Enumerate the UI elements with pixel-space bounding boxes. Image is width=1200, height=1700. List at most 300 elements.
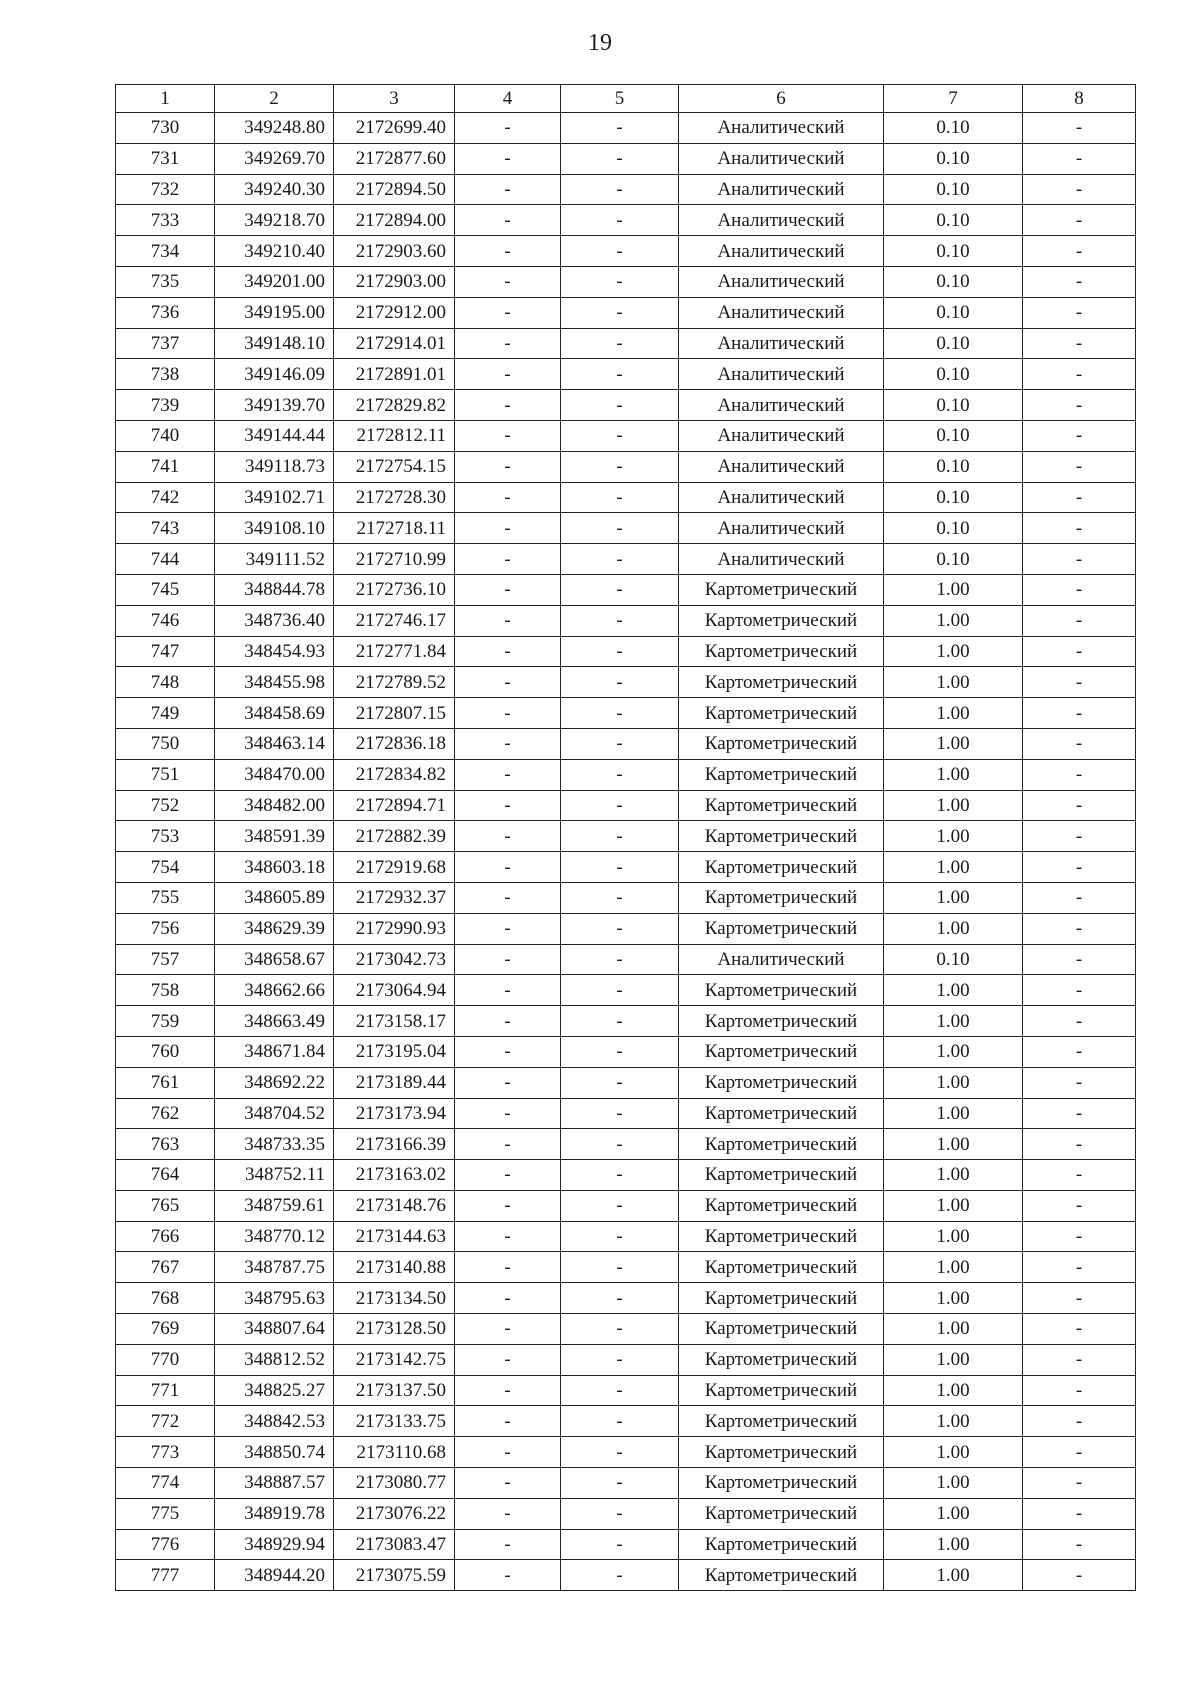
x-coordinate-cell: 349195.00 bbox=[215, 297, 334, 328]
x-coordinate-cell: 349146.09 bbox=[215, 359, 334, 390]
accuracy-cell: 1.00 bbox=[884, 1468, 1023, 1499]
accuracy-cell: 1.00 bbox=[884, 1283, 1023, 1314]
point-number-cell: 767 bbox=[116, 1252, 215, 1283]
col5-cell: - bbox=[561, 698, 679, 729]
accuracy-cell: 0.10 bbox=[884, 143, 1023, 174]
point-number-cell: 774 bbox=[116, 1468, 215, 1499]
table-row bbox=[116, 913, 1136, 944]
y-coordinate-cell: 2173142.75 bbox=[334, 1344, 455, 1375]
col4-cell: - bbox=[455, 143, 561, 174]
y-coordinate-cell: 2172891.01 bbox=[334, 359, 455, 390]
accuracy-cell: 0.10 bbox=[884, 297, 1023, 328]
y-coordinate-cell: 2172829.82 bbox=[334, 390, 455, 421]
accuracy-cell: 0.10 bbox=[884, 236, 1023, 267]
col8-cell: - bbox=[1023, 1160, 1136, 1191]
accuracy-cell: 1.00 bbox=[884, 1160, 1023, 1191]
col4-cell: - bbox=[455, 1437, 561, 1468]
accuracy-cell: 0.10 bbox=[884, 451, 1023, 482]
col5-cell: - bbox=[561, 821, 679, 852]
method-cell: Аналитический bbox=[679, 944, 884, 975]
table-row bbox=[116, 1314, 1136, 1345]
col5-cell: - bbox=[561, 1221, 679, 1252]
col4-cell: - bbox=[455, 1190, 561, 1221]
y-coordinate-cell: 2173128.50 bbox=[334, 1314, 455, 1345]
col4-cell: - bbox=[455, 882, 561, 913]
table-row bbox=[116, 821, 1136, 852]
y-coordinate-cell: 2172836.18 bbox=[334, 728, 455, 759]
table-row bbox=[116, 544, 1136, 575]
x-coordinate-cell: 348807.64 bbox=[215, 1314, 334, 1345]
y-coordinate-cell: 2173134.50 bbox=[334, 1283, 455, 1314]
point-number-cell: 749 bbox=[116, 698, 215, 729]
x-coordinate-cell: 348770.12 bbox=[215, 1221, 334, 1252]
point-number-cell: 759 bbox=[116, 1006, 215, 1037]
col5-cell: - bbox=[561, 1344, 679, 1375]
table-row bbox=[116, 698, 1136, 729]
y-coordinate-cell: 2173083.47 bbox=[334, 1529, 455, 1560]
col5-cell: - bbox=[561, 1314, 679, 1345]
table-body bbox=[116, 113, 1136, 1591]
point-number-cell: 736 bbox=[116, 297, 215, 328]
point-number-cell: 764 bbox=[116, 1160, 215, 1191]
y-coordinate-cell: 2173076.22 bbox=[334, 1498, 455, 1529]
col4-cell: - bbox=[455, 1468, 561, 1499]
col4-cell: - bbox=[455, 975, 561, 1006]
col5-cell: - bbox=[561, 667, 679, 698]
col5-cell: - bbox=[561, 1252, 679, 1283]
table-row bbox=[116, 359, 1136, 390]
col4-cell: - bbox=[455, 390, 561, 421]
table-row bbox=[116, 1498, 1136, 1529]
y-coordinate-cell: 2172754.15 bbox=[334, 451, 455, 482]
method-cell: Картометрический bbox=[679, 1498, 884, 1529]
table-row bbox=[116, 1006, 1136, 1037]
accuracy-cell: 0.10 bbox=[884, 174, 1023, 205]
table-row bbox=[116, 667, 1136, 698]
col4-cell: - bbox=[455, 636, 561, 667]
method-cell: Аналитический bbox=[679, 420, 884, 451]
method-cell: Аналитический bbox=[679, 174, 884, 205]
col8-cell: - bbox=[1023, 1036, 1136, 1067]
method-cell: Аналитический bbox=[679, 266, 884, 297]
method-cell: Картометрический bbox=[679, 1314, 884, 1345]
table-row bbox=[116, 1252, 1136, 1283]
y-coordinate-cell: 2172807.15 bbox=[334, 698, 455, 729]
y-coordinate-cell: 2172728.30 bbox=[334, 482, 455, 513]
col5-cell: - bbox=[561, 513, 679, 544]
y-coordinate-cell: 2172914.01 bbox=[334, 328, 455, 359]
col8-cell: - bbox=[1023, 1129, 1136, 1160]
accuracy-cell: 0.10 bbox=[884, 390, 1023, 421]
x-coordinate-cell: 348663.49 bbox=[215, 1006, 334, 1037]
col8-cell: - bbox=[1023, 359, 1136, 390]
y-coordinate-cell: 2172771.84 bbox=[334, 636, 455, 667]
col5-cell: - bbox=[561, 759, 679, 790]
table-row bbox=[116, 852, 1136, 883]
x-coordinate-cell: 348929.94 bbox=[215, 1529, 334, 1560]
y-coordinate-cell: 2172919.68 bbox=[334, 852, 455, 883]
table-row bbox=[116, 1160, 1136, 1191]
column-header: 4 bbox=[455, 85, 561, 113]
column-header: 1 bbox=[116, 85, 215, 113]
method-cell: Картометрический bbox=[679, 1252, 884, 1283]
y-coordinate-cell: 2172789.52 bbox=[334, 667, 455, 698]
col8-cell: - bbox=[1023, 698, 1136, 729]
col5-cell: - bbox=[561, 297, 679, 328]
col5-cell: - bbox=[561, 882, 679, 913]
accuracy-cell: 0.10 bbox=[884, 113, 1023, 144]
col4-cell: - bbox=[455, 1160, 561, 1191]
accuracy-cell: 1.00 bbox=[884, 1190, 1023, 1221]
accuracy-cell: 0.10 bbox=[884, 328, 1023, 359]
y-coordinate-cell: 2172710.99 bbox=[334, 544, 455, 575]
point-number-cell: 739 bbox=[116, 390, 215, 421]
method-cell: Картометрический bbox=[679, 975, 884, 1006]
method-cell: Картометрический bbox=[679, 1036, 884, 1067]
method-cell: Картометрический bbox=[679, 1221, 884, 1252]
y-coordinate-cell: 2173137.50 bbox=[334, 1375, 455, 1406]
y-coordinate-cell: 2173144.63 bbox=[334, 1221, 455, 1252]
col5-cell: - bbox=[561, 113, 679, 144]
table-row bbox=[116, 420, 1136, 451]
accuracy-cell: 1.00 bbox=[884, 913, 1023, 944]
table-row bbox=[116, 1036, 1136, 1067]
col8-cell: - bbox=[1023, 975, 1136, 1006]
x-coordinate-cell: 348454.93 bbox=[215, 636, 334, 667]
col5-cell: - bbox=[561, 636, 679, 667]
col8-cell: - bbox=[1023, 451, 1136, 482]
table-row bbox=[116, 513, 1136, 544]
accuracy-cell: 1.00 bbox=[884, 1006, 1023, 1037]
accuracy-cell: 1.00 bbox=[884, 728, 1023, 759]
method-cell: Картометрический bbox=[679, 574, 884, 605]
y-coordinate-cell: 2172834.82 bbox=[334, 759, 455, 790]
x-coordinate-cell: 348591.39 bbox=[215, 821, 334, 852]
accuracy-cell: 1.00 bbox=[884, 667, 1023, 698]
col8-cell: - bbox=[1023, 328, 1136, 359]
y-coordinate-cell: 2172894.00 bbox=[334, 205, 455, 236]
x-coordinate-cell: 348658.67 bbox=[215, 944, 334, 975]
point-number-cell: 732 bbox=[116, 174, 215, 205]
header-row bbox=[116, 85, 1136, 113]
table-row bbox=[116, 113, 1136, 144]
y-coordinate-cell: 2173064.94 bbox=[334, 975, 455, 1006]
table-row bbox=[116, 482, 1136, 513]
point-number-cell: 734 bbox=[116, 236, 215, 267]
col5-cell: - bbox=[561, 1160, 679, 1191]
accuracy-cell: 0.10 bbox=[884, 266, 1023, 297]
col5-cell: - bbox=[561, 1190, 679, 1221]
x-coordinate-cell: 349218.70 bbox=[215, 205, 334, 236]
y-coordinate-cell: 2172736.10 bbox=[334, 574, 455, 605]
col4-cell: - bbox=[455, 605, 561, 636]
y-coordinate-cell: 2173158.17 bbox=[334, 1006, 455, 1037]
accuracy-cell: 1.00 bbox=[884, 698, 1023, 729]
col5-cell: - bbox=[561, 143, 679, 174]
y-coordinate-cell: 2173110.68 bbox=[334, 1437, 455, 1468]
method-cell: Картометрический bbox=[679, 1160, 884, 1191]
col8-cell: - bbox=[1023, 482, 1136, 513]
point-number-cell: 775 bbox=[116, 1498, 215, 1529]
y-coordinate-cell: 2173148.76 bbox=[334, 1190, 455, 1221]
col5-cell: - bbox=[561, 1129, 679, 1160]
x-coordinate-cell: 348455.98 bbox=[215, 667, 334, 698]
col4-cell: - bbox=[455, 482, 561, 513]
col8-cell: - bbox=[1023, 1098, 1136, 1129]
method-cell: Картометрический bbox=[679, 636, 884, 667]
y-coordinate-cell: 2172903.00 bbox=[334, 266, 455, 297]
method-cell: Картометрический bbox=[679, 882, 884, 913]
point-number-cell: 746 bbox=[116, 605, 215, 636]
x-coordinate-cell: 348704.52 bbox=[215, 1098, 334, 1129]
method-cell: Картометрический bbox=[679, 728, 884, 759]
method-cell: Аналитический bbox=[679, 236, 884, 267]
method-cell: Аналитический bbox=[679, 143, 884, 174]
method-cell: Картометрический bbox=[679, 1190, 884, 1221]
col4-cell: - bbox=[455, 1006, 561, 1037]
x-coordinate-cell: 349144.44 bbox=[215, 420, 334, 451]
col5-cell: - bbox=[561, 944, 679, 975]
y-coordinate-cell: 2172746.17 bbox=[334, 605, 455, 636]
y-coordinate-cell: 2172718.11 bbox=[334, 513, 455, 544]
x-coordinate-cell: 348733.35 bbox=[215, 1129, 334, 1160]
col8-cell: - bbox=[1023, 390, 1136, 421]
accuracy-cell: 1.00 bbox=[884, 1437, 1023, 1468]
column-header: 5 bbox=[561, 85, 679, 113]
col4-cell: - bbox=[455, 1344, 561, 1375]
method-cell: Аналитический bbox=[679, 297, 884, 328]
table-row bbox=[116, 1529, 1136, 1560]
x-coordinate-cell: 348787.75 bbox=[215, 1252, 334, 1283]
col5-cell: - bbox=[561, 605, 679, 636]
x-coordinate-cell: 348812.52 bbox=[215, 1344, 334, 1375]
accuracy-cell: 1.00 bbox=[884, 1560, 1023, 1591]
col8-cell: - bbox=[1023, 667, 1136, 698]
col5-cell: - bbox=[561, 420, 679, 451]
col5-cell: - bbox=[561, 975, 679, 1006]
table-row bbox=[116, 1067, 1136, 1098]
x-coordinate-cell: 348844.78 bbox=[215, 574, 334, 605]
x-coordinate-cell: 348662.66 bbox=[215, 975, 334, 1006]
method-cell: Картометрический bbox=[679, 821, 884, 852]
col5-cell: - bbox=[561, 390, 679, 421]
col4-cell: - bbox=[455, 728, 561, 759]
y-coordinate-cell: 2173080.77 bbox=[334, 1468, 455, 1499]
col4-cell: - bbox=[455, 944, 561, 975]
col4-cell: - bbox=[455, 328, 561, 359]
point-number-cell: 747 bbox=[116, 636, 215, 667]
y-coordinate-cell: 2173163.02 bbox=[334, 1160, 455, 1191]
col5-cell: - bbox=[561, 852, 679, 883]
point-number-cell: 745 bbox=[116, 574, 215, 605]
col8-cell: - bbox=[1023, 1498, 1136, 1529]
y-coordinate-cell: 2173173.94 bbox=[334, 1098, 455, 1129]
col4-cell: - bbox=[455, 1036, 561, 1067]
method-cell: Аналитический bbox=[679, 513, 884, 544]
accuracy-cell: 1.00 bbox=[884, 1129, 1023, 1160]
y-coordinate-cell: 2173195.04 bbox=[334, 1036, 455, 1067]
method-cell: Картометрический bbox=[679, 1129, 884, 1160]
col8-cell: - bbox=[1023, 882, 1136, 913]
point-number-cell: 737 bbox=[116, 328, 215, 359]
table-row bbox=[116, 328, 1136, 359]
col4-cell: - bbox=[455, 113, 561, 144]
col8-cell: - bbox=[1023, 544, 1136, 575]
point-number-cell: 753 bbox=[116, 821, 215, 852]
col4-cell: - bbox=[455, 1129, 561, 1160]
col5-cell: - bbox=[561, 1468, 679, 1499]
accuracy-cell: 1.00 bbox=[884, 882, 1023, 913]
col4-cell: - bbox=[455, 513, 561, 544]
method-cell: Картометрический bbox=[679, 1406, 884, 1437]
table-row bbox=[116, 390, 1136, 421]
col4-cell: - bbox=[455, 821, 561, 852]
col8-cell: - bbox=[1023, 821, 1136, 852]
col8-cell: - bbox=[1023, 297, 1136, 328]
x-coordinate-cell: 349102.71 bbox=[215, 482, 334, 513]
point-number-cell: 750 bbox=[116, 728, 215, 759]
method-cell: Картометрический bbox=[679, 790, 884, 821]
coordinates-table bbox=[115, 84, 1136, 1591]
accuracy-cell: 1.00 bbox=[884, 821, 1023, 852]
accuracy-cell: 1.00 bbox=[884, 1344, 1023, 1375]
x-coordinate-cell: 348887.57 bbox=[215, 1468, 334, 1499]
point-number-cell: 755 bbox=[116, 882, 215, 913]
x-coordinate-cell: 348458.69 bbox=[215, 698, 334, 729]
col8-cell: - bbox=[1023, 759, 1136, 790]
col5-cell: - bbox=[561, 451, 679, 482]
col5-cell: - bbox=[561, 1498, 679, 1529]
x-coordinate-cell: 348603.18 bbox=[215, 852, 334, 883]
point-number-cell: 740 bbox=[116, 420, 215, 451]
col8-cell: - bbox=[1023, 1190, 1136, 1221]
page-number: 19 bbox=[588, 30, 612, 56]
col5-cell: - bbox=[561, 913, 679, 944]
accuracy-cell: 0.10 bbox=[884, 544, 1023, 575]
method-cell: Картометрический bbox=[679, 1468, 884, 1499]
y-coordinate-cell: 2173140.88 bbox=[334, 1252, 455, 1283]
col4-cell: - bbox=[455, 420, 561, 451]
x-coordinate-cell: 349248.80 bbox=[215, 113, 334, 144]
col8-cell: - bbox=[1023, 1560, 1136, 1591]
col4-cell: - bbox=[455, 1498, 561, 1529]
accuracy-cell: 1.00 bbox=[884, 1067, 1023, 1098]
col4-cell: - bbox=[455, 913, 561, 944]
method-cell: Картометрический bbox=[679, 852, 884, 883]
accuracy-cell: 0.10 bbox=[884, 944, 1023, 975]
accuracy-cell: 1.00 bbox=[884, 1314, 1023, 1345]
col5-cell: - bbox=[561, 236, 679, 267]
col5-cell: - bbox=[561, 359, 679, 390]
method-cell: Картометрический bbox=[679, 1344, 884, 1375]
col8-cell: - bbox=[1023, 913, 1136, 944]
point-number-cell: 773 bbox=[116, 1437, 215, 1468]
col5-cell: - bbox=[561, 1067, 679, 1098]
col8-cell: - bbox=[1023, 1221, 1136, 1252]
table-row bbox=[116, 759, 1136, 790]
col8-cell: - bbox=[1023, 574, 1136, 605]
table-row bbox=[116, 297, 1136, 328]
point-number-cell: 743 bbox=[116, 513, 215, 544]
x-coordinate-cell: 348752.11 bbox=[215, 1160, 334, 1191]
method-cell: Аналитический bbox=[679, 544, 884, 575]
column-header: 8 bbox=[1023, 85, 1136, 113]
table-row bbox=[116, 1190, 1136, 1221]
column-header: 2 bbox=[215, 85, 334, 113]
point-number-cell: 748 bbox=[116, 667, 215, 698]
accuracy-cell: 1.00 bbox=[884, 1498, 1023, 1529]
col4-cell: - bbox=[455, 359, 561, 390]
method-cell: Аналитический bbox=[679, 328, 884, 359]
method-cell: Аналитический bbox=[679, 482, 884, 513]
col4-cell: - bbox=[455, 236, 561, 267]
accuracy-cell: 1.00 bbox=[884, 1529, 1023, 1560]
col8-cell: - bbox=[1023, 728, 1136, 759]
col4-cell: - bbox=[455, 1283, 561, 1314]
y-coordinate-cell: 2173042.73 bbox=[334, 944, 455, 975]
x-coordinate-cell: 348736.40 bbox=[215, 605, 334, 636]
method-cell: Картометрический bbox=[679, 1437, 884, 1468]
y-coordinate-cell: 2173166.39 bbox=[334, 1129, 455, 1160]
col4-cell: - bbox=[455, 574, 561, 605]
col8-cell: - bbox=[1023, 420, 1136, 451]
accuracy-cell: 1.00 bbox=[884, 1406, 1023, 1437]
method-cell: Картометрический bbox=[679, 1067, 884, 1098]
table-row bbox=[116, 790, 1136, 821]
point-number-cell: 744 bbox=[116, 544, 215, 575]
table-row bbox=[116, 975, 1136, 1006]
col4-cell: - bbox=[455, 451, 561, 482]
col5-cell: - bbox=[561, 728, 679, 759]
accuracy-cell: 1.00 bbox=[884, 574, 1023, 605]
point-number-cell: 738 bbox=[116, 359, 215, 390]
x-coordinate-cell: 348671.84 bbox=[215, 1036, 334, 1067]
table-row bbox=[116, 1437, 1136, 1468]
table-row bbox=[116, 1129, 1136, 1160]
col8-cell: - bbox=[1023, 1437, 1136, 1468]
method-cell: Аналитический bbox=[679, 113, 884, 144]
col5-cell: - bbox=[561, 1036, 679, 1067]
col8-cell: - bbox=[1023, 1406, 1136, 1437]
col4-cell: - bbox=[455, 205, 561, 236]
col4-cell: - bbox=[455, 759, 561, 790]
accuracy-cell: 1.00 bbox=[884, 1036, 1023, 1067]
col8-cell: - bbox=[1023, 1344, 1136, 1375]
col8-cell: - bbox=[1023, 852, 1136, 883]
x-coordinate-cell: 349148.10 bbox=[215, 328, 334, 359]
col4-cell: - bbox=[455, 1252, 561, 1283]
col4-cell: - bbox=[455, 698, 561, 729]
col8-cell: - bbox=[1023, 236, 1136, 267]
x-coordinate-cell: 349108.10 bbox=[215, 513, 334, 544]
point-number-cell: 770 bbox=[116, 1344, 215, 1375]
col4-cell: - bbox=[455, 852, 561, 883]
table-row bbox=[116, 1468, 1136, 1499]
col8-cell: - bbox=[1023, 513, 1136, 544]
accuracy-cell: 0.10 bbox=[884, 359, 1023, 390]
table-row bbox=[116, 1098, 1136, 1129]
point-number-cell: 766 bbox=[116, 1221, 215, 1252]
method-cell: Картометрический bbox=[679, 1375, 884, 1406]
point-number-cell: 762 bbox=[116, 1098, 215, 1129]
point-number-cell: 763 bbox=[116, 1129, 215, 1160]
table-row bbox=[116, 1375, 1136, 1406]
table-row bbox=[116, 1221, 1136, 1252]
accuracy-cell: 1.00 bbox=[884, 790, 1023, 821]
point-number-cell: 735 bbox=[116, 266, 215, 297]
table-row bbox=[116, 1560, 1136, 1591]
method-cell: Картометрический bbox=[679, 1560, 884, 1591]
